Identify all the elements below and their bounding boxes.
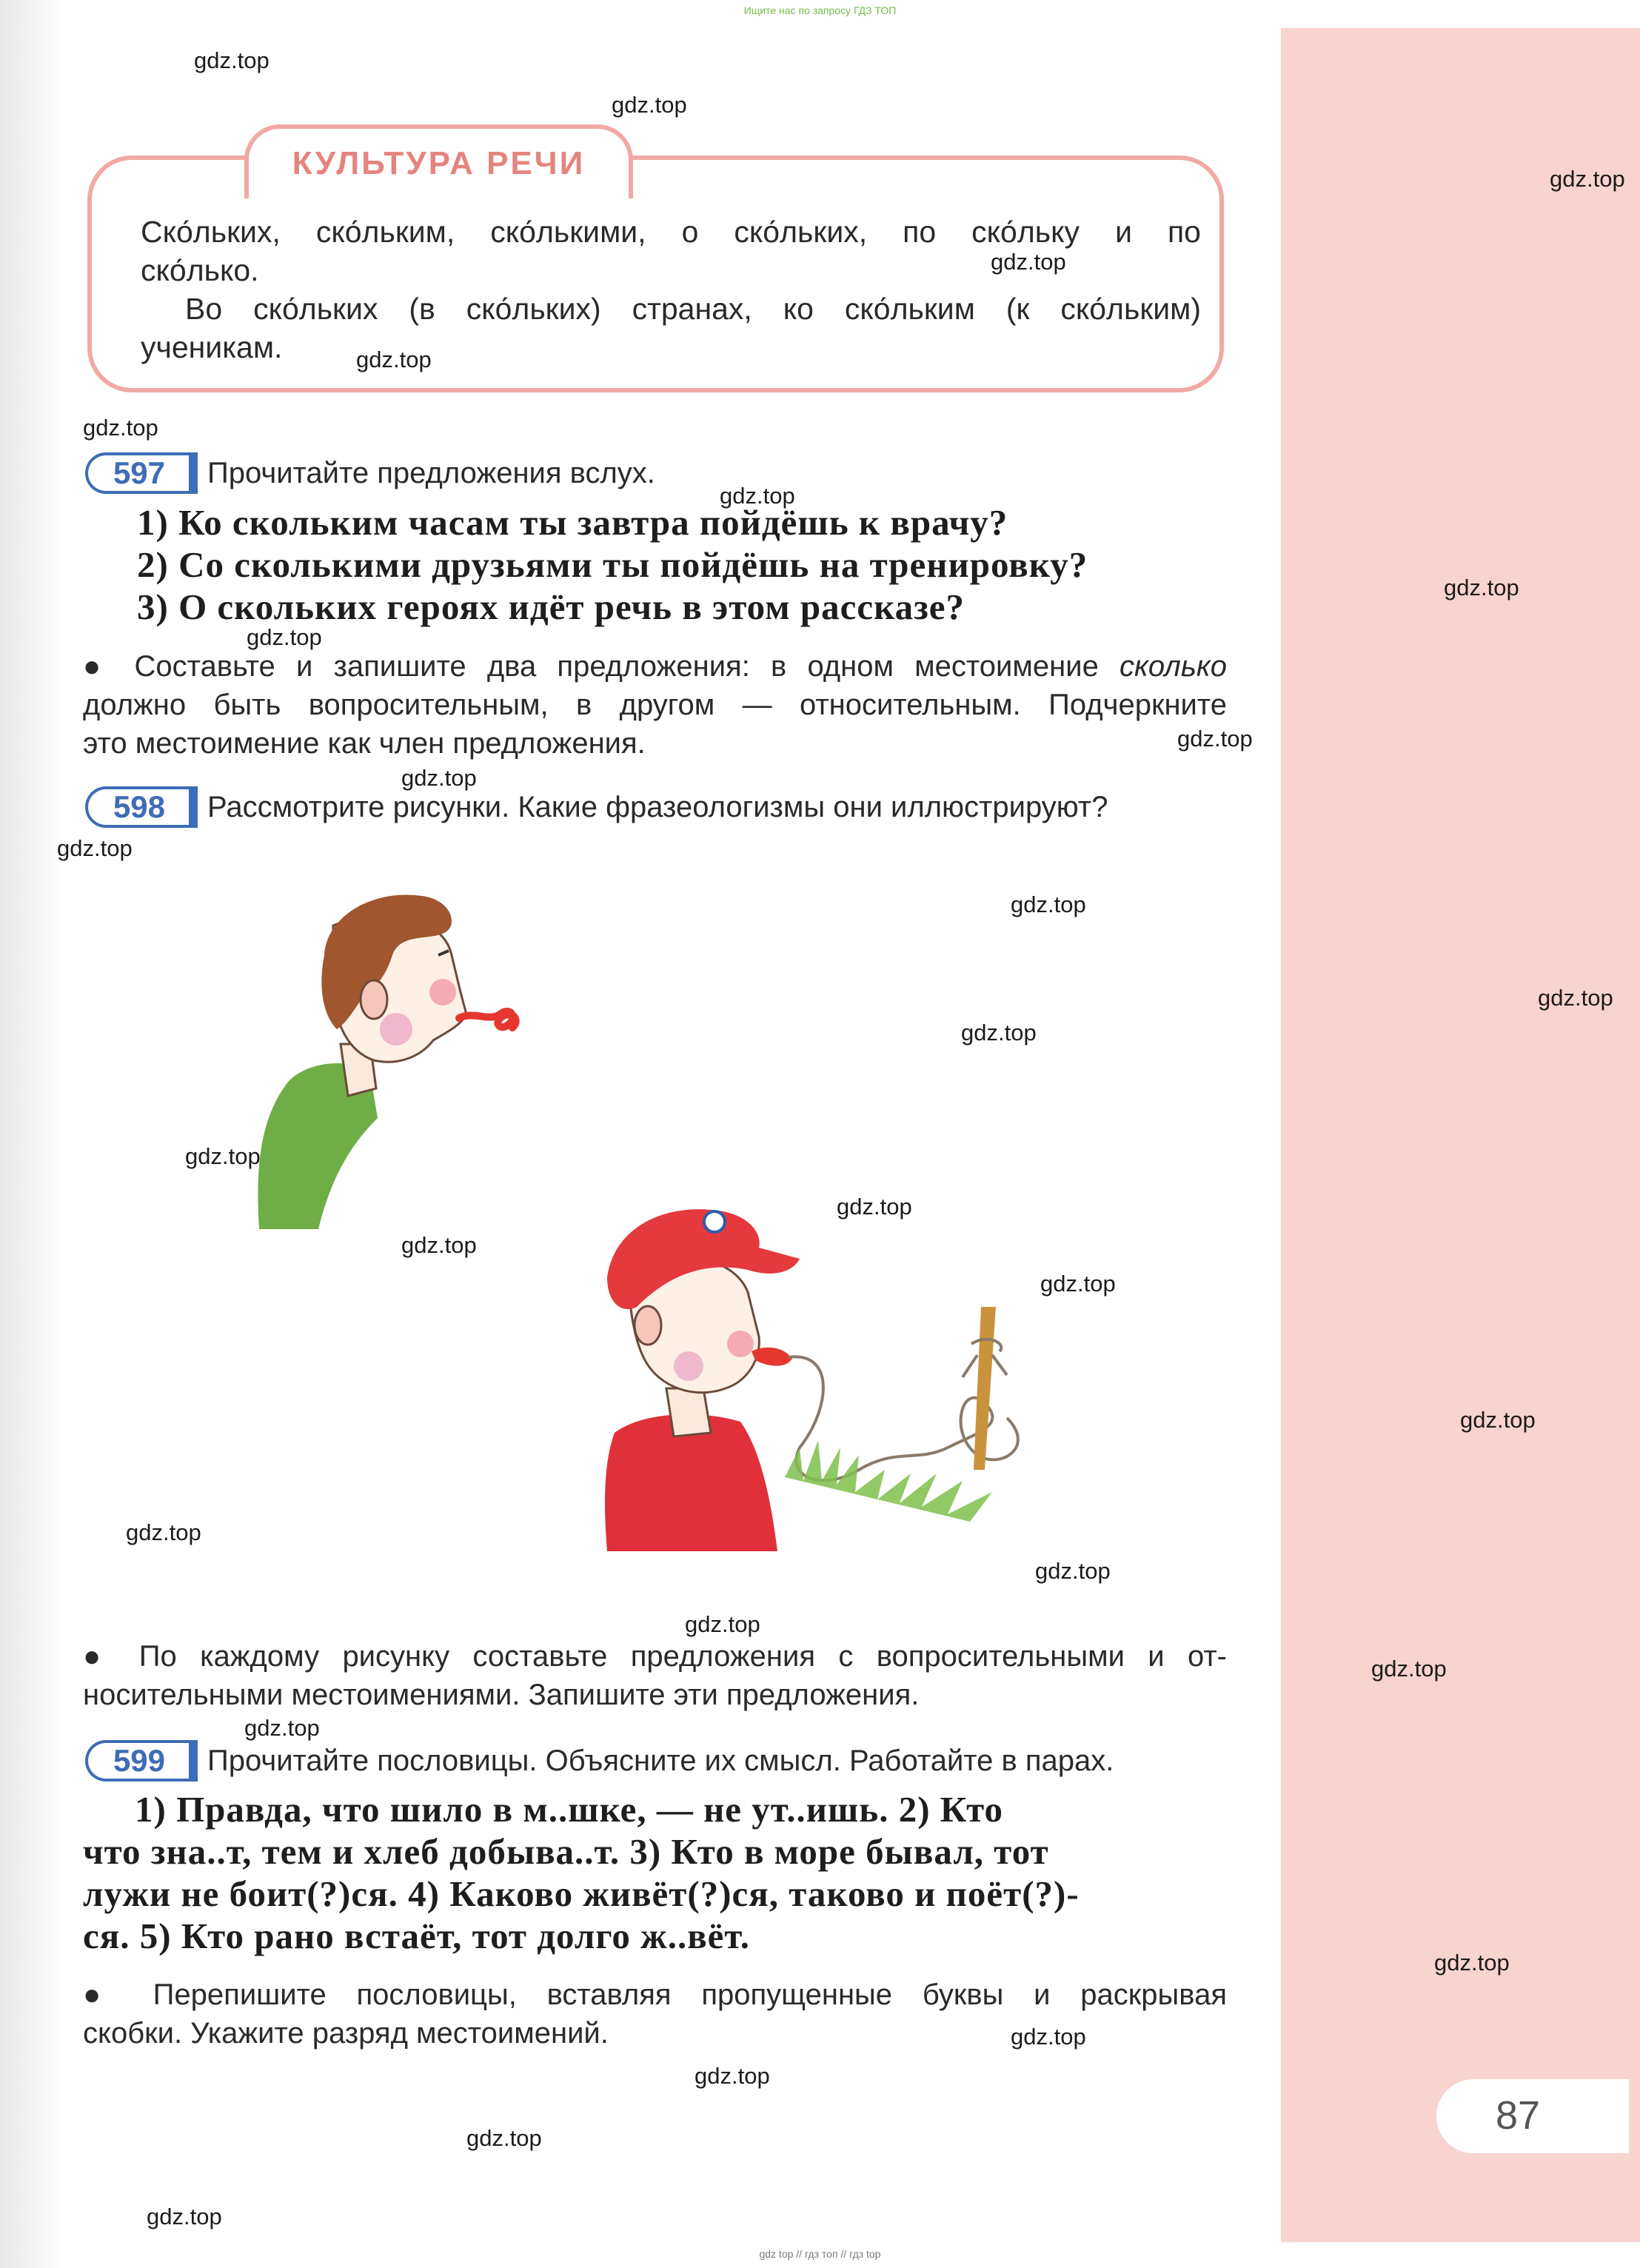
exercise-597-sentence-3: 3) О скольких героях идёт речь в этом рассказе? xyxy=(137,586,965,627)
page-gutter-shadow xyxy=(0,0,67,2268)
exercise-number-597: 597 xyxy=(85,452,190,494)
watermark: gdz.top xyxy=(1538,985,1613,1011)
watermark: gdz.top xyxy=(356,347,432,372)
exercise-598-task-line-1: ● По каждому рисунку составьте предложения с вопросительными и от- xyxy=(83,1640,1227,1673)
watermark: gdz.top xyxy=(612,92,687,118)
watermark: gdz.top xyxy=(695,2063,770,2089)
watermark: gdz.top xyxy=(1011,2024,1086,2050)
exercise-597-sentence-2: 2) Со сколькими друзьями ты пойдёшь на тренировку? xyxy=(137,544,1088,585)
watermark: gdz.top xyxy=(1434,1950,1510,1976)
watermark: gdz.top xyxy=(720,483,795,509)
exercise-number-599: 599 xyxy=(85,1740,190,1782)
watermark: gdz.top xyxy=(1035,1558,1111,1584)
watermark: gdz.top xyxy=(244,1715,320,1741)
emphasized-word: сколько xyxy=(1119,650,1227,683)
watermark: gdz.top xyxy=(1177,726,1253,752)
page-margin-band xyxy=(1281,28,1640,2242)
culture-line-1: Ско́льких, ско́льким, ско́лькими, о ско́льких, по ско́льку и по xyxy=(141,215,1201,249)
exercise-599-proverb-line-2: что зна..т, тем и хлеб добыва..т. 3) Кто в море бывал, тот xyxy=(83,1831,1049,1872)
culture-line-3: Во ско́льких (в ско́льких) странах, ко ско́льким (к ско́льким) xyxy=(185,292,1201,326)
culture-of-speech-title: КУЛЬТУРА РЕЧИ xyxy=(292,145,586,181)
exercise-599-proverb-line-1: 1) Правда, что шило в м..шке, — не ут..ишь. 2) Кто xyxy=(135,1789,1004,1830)
watermark: gdz.top xyxy=(1371,1656,1447,1682)
culture-line-4: ученикам. xyxy=(141,330,283,364)
watermark: gdz.top xyxy=(147,2204,222,2229)
watermark: gdz.top xyxy=(401,765,477,791)
exercise-599-task-line-1: ● Перепишите пословицы, вставляя пропущенные буквы и раскрывая xyxy=(83,1978,1227,2011)
watermark: gdz.top xyxy=(401,1232,477,1258)
watermark: gdz.top xyxy=(1011,892,1086,917)
bullet-icon: ● xyxy=(83,1978,123,2011)
exercise-599-task-line-2: скобки. Укажите разряд местоимений. xyxy=(83,2017,609,2050)
exercise-599-proverb-line-4: ся. 5) Кто рано встаёт, тот долго ж..вёт. xyxy=(83,1916,751,1956)
watermark: gdz.top xyxy=(837,1194,912,1220)
top-banner: Ищите нас по запросу ГДЗ ТОП xyxy=(743,4,897,16)
watermark: gdz.top xyxy=(466,2125,542,2151)
watermark: gdz.top xyxy=(991,249,1066,275)
watermark: gdz.top xyxy=(1550,166,1625,192)
watermark: gdz.top xyxy=(1460,1407,1536,1433)
exercise-597-sentence-1: 1) Ко скольким часам ты завтра пойдёшь к врачу? xyxy=(137,502,1008,543)
illustration-tongue-knot xyxy=(244,874,555,1244)
bullet-icon: ● xyxy=(83,1640,116,1673)
watermark: gdz.top xyxy=(185,1143,261,1169)
exercise-597-task-line-1: ● Составьте и запишите два предложения: в одном местоимение сколько xyxy=(83,650,1227,683)
exercise-597-task-line-2: должно быть вопросительным, в другом — относительным. Подчеркните xyxy=(83,689,1227,721)
watermark: gdz.top xyxy=(126,1519,201,1545)
watermark: gdz.top xyxy=(1040,1271,1116,1297)
page-number: 87 xyxy=(1495,2093,1541,2138)
exercise-598-task-line-2: носительными местоимениями. Запишите эти предложения. xyxy=(83,1679,920,1711)
culture-line-2: ско́лько. xyxy=(141,253,259,287)
exercise-599-proverb-line-3: лужи не боит(?)ся. 4) Каково живёт(?)ся, таково и поёт(?)- xyxy=(83,1873,1080,1914)
watermark: gdz.top xyxy=(685,1611,760,1637)
exercise-597-task-line-3: это местоимение как член предложения. xyxy=(83,727,646,760)
bottom-banner: gdz top // гдз топ // гдз top xyxy=(759,2248,881,2260)
bullet-icon: ● xyxy=(83,650,114,683)
exercise-598-title: Рассмотрите рисунки. Какие фразеологизмы они иллюстрируют? xyxy=(207,791,1108,823)
watermark: gdz.top xyxy=(57,835,133,861)
watermark: gdz.top xyxy=(961,1020,1037,1046)
exercise-number-598: 598 xyxy=(85,786,190,828)
watermark: gdz.top xyxy=(247,624,322,650)
watermark: gdz.top xyxy=(83,415,158,441)
watermark: gdz.top xyxy=(194,47,270,73)
watermark: gdz.top xyxy=(1444,575,1519,601)
exercise-599-title: Прочитайте пословицы. Объясните их смысл. Работайте в парах. xyxy=(207,1745,1114,1777)
illustration-tongue-on-leash xyxy=(563,1166,1096,1551)
exercise-597-title: Прочитайте предложения вслух. xyxy=(207,457,655,489)
